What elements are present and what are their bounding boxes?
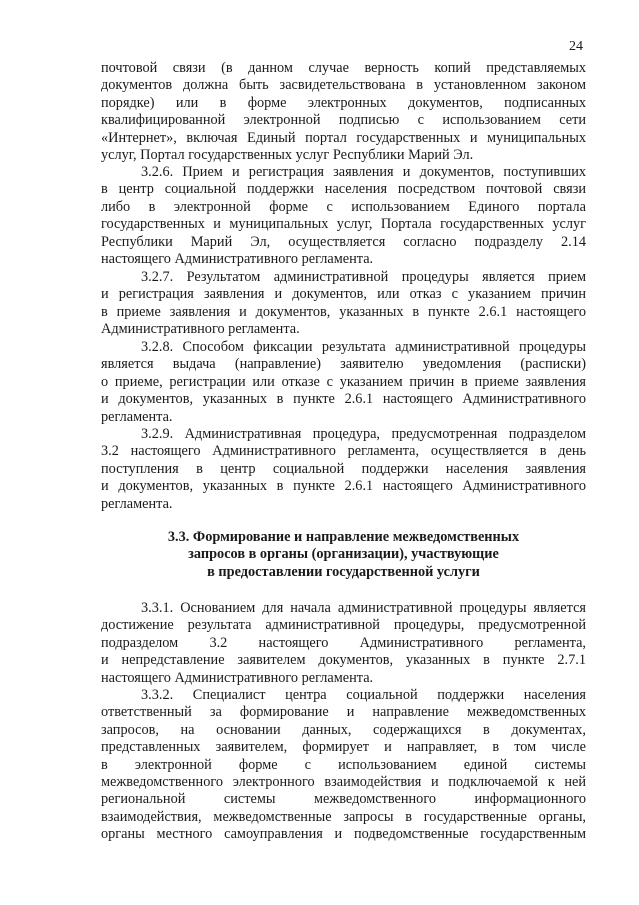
text-line: ответственный за формирование и направление межведомственных: [101, 704, 586, 721]
text-line: запросов, на основании данных, содержащихся в документах,: [101, 721, 586, 738]
text-line: документов должна быть засвидетельствована в установленном законом: [101, 77, 586, 94]
text-line: настоящего Административного регламента.: [101, 669, 374, 686]
text-line: 3.2.9. Административная процедура, предусмотренная подразделом: [141, 426, 586, 442]
text-line: государственных и муниципальных услуг, Портала государственных услуг: [101, 216, 586, 233]
page-number: 24: [569, 39, 583, 54]
heading-line: запросов в органы (организации), участвующие: [188, 546, 499, 563]
text-line: в электронной форме с использованием единой системы: [101, 756, 586, 773]
paragraph-3-2-9: [101, 426, 586, 513]
text-line: региональной системы межведомственного информационного: [101, 791, 586, 808]
text-line: представленных заявителем, формирует и направляет, в том числе: [101, 739, 586, 756]
text-line: в центр социальной поддержки населения посредством почтовой связи: [101, 181, 586, 198]
text-line: межведомственного электронного взаимодействия и подключаемой к ней: [101, 773, 586, 790]
text-line: взаимодействия, межведомственные запросы в государственные органы,: [101, 808, 586, 825]
text-line: регламента.: [101, 495, 173, 512]
text-line: настоящего Административного регламента.: [101, 250, 374, 267]
text-line: порядке) или в форме электронных документов, подписанных: [101, 94, 586, 111]
text-line: 3.2.7. Результатом административной процедуры является прием: [141, 269, 586, 285]
paragraph-3-2-6: [101, 164, 586, 268]
text-line: «Интернет», включая Единый портал государственных и муниципальных: [101, 129, 586, 146]
text-line: является выдача (направление) заявителю уведомления (расписки): [101, 356, 586, 373]
text-line: услуг, Портал государственных услуг Республики Марий Эл.: [101, 146, 474, 163]
text-line: квалифицированной электронной подписью с использованием сети: [101, 112, 586, 129]
heading-line: в предоставлении государственной услуги: [207, 563, 480, 580]
paragraph-3-2-8: [101, 339, 586, 426]
text-line: 3.3.2. Специалист центра социальной поддержки населения: [141, 687, 586, 703]
text-line: Административного регламента.: [101, 321, 300, 338]
paragraph-3-3-1: [101, 600, 586, 687]
text-line: 3.2.8. Способом фиксации результата административной процедуры: [141, 339, 586, 355]
text-line: 3.3.1. Основанием для начала административной процедуры является: [141, 600, 586, 616]
paragraph-3-2-7: [101, 269, 586, 339]
text-line: 3.2.6. Прием и регистрация заявления и документов, поступивших: [141, 164, 586, 180]
text-line: и регистрация заявления и документов, или отказ с указанием причин: [101, 286, 586, 303]
text-line: Республики Марий Эл, осуществляется согласно подразделу 2.14: [101, 233, 586, 250]
text-line: поступления в центр социальной поддержки населения заявления: [101, 460, 586, 477]
text-line: о приеме, регистрации или отказе с указанием причин в приеме заявления: [101, 373, 586, 390]
paragraph-intro: [101, 60, 586, 164]
paragraph-3-3-2: [101, 687, 586, 844]
section-heading-3-3: [101, 529, 586, 581]
text-line: почтовой связи (в данном случае верность копий представляемых: [101, 60, 586, 76]
text-line: в приеме заявления и документов, указанных в пункте 2.6.1 настоящего: [101, 303, 586, 320]
text-line: 3.2 настоящего Административного регламента, осуществляется в день: [101, 443, 586, 460]
text-line: органы местного самоуправления и подведомственные государственным: [101, 826, 586, 843]
text-line: либо в электронной форме с использованием Единого портала: [101, 198, 586, 215]
heading-line: 3.3. Формирование и направление межведомственных: [167, 529, 520, 545]
text-line: регламента.: [101, 408, 173, 425]
text-line: и документов, указанных в пункте 2.6.1 настоящего Административного: [101, 478, 586, 495]
text-line: и документов, указанных в пункте 2.6.1 настоящего Административного: [101, 391, 586, 408]
text-line: подразделом 3.2 настоящего Административного регламента,: [101, 634, 586, 651]
text-line: достижение результата административной процедуры, предусмотренной: [101, 617, 586, 634]
text-line: и непредставление заявителем документов, указанных в пункте 2.7.1: [101, 652, 586, 669]
